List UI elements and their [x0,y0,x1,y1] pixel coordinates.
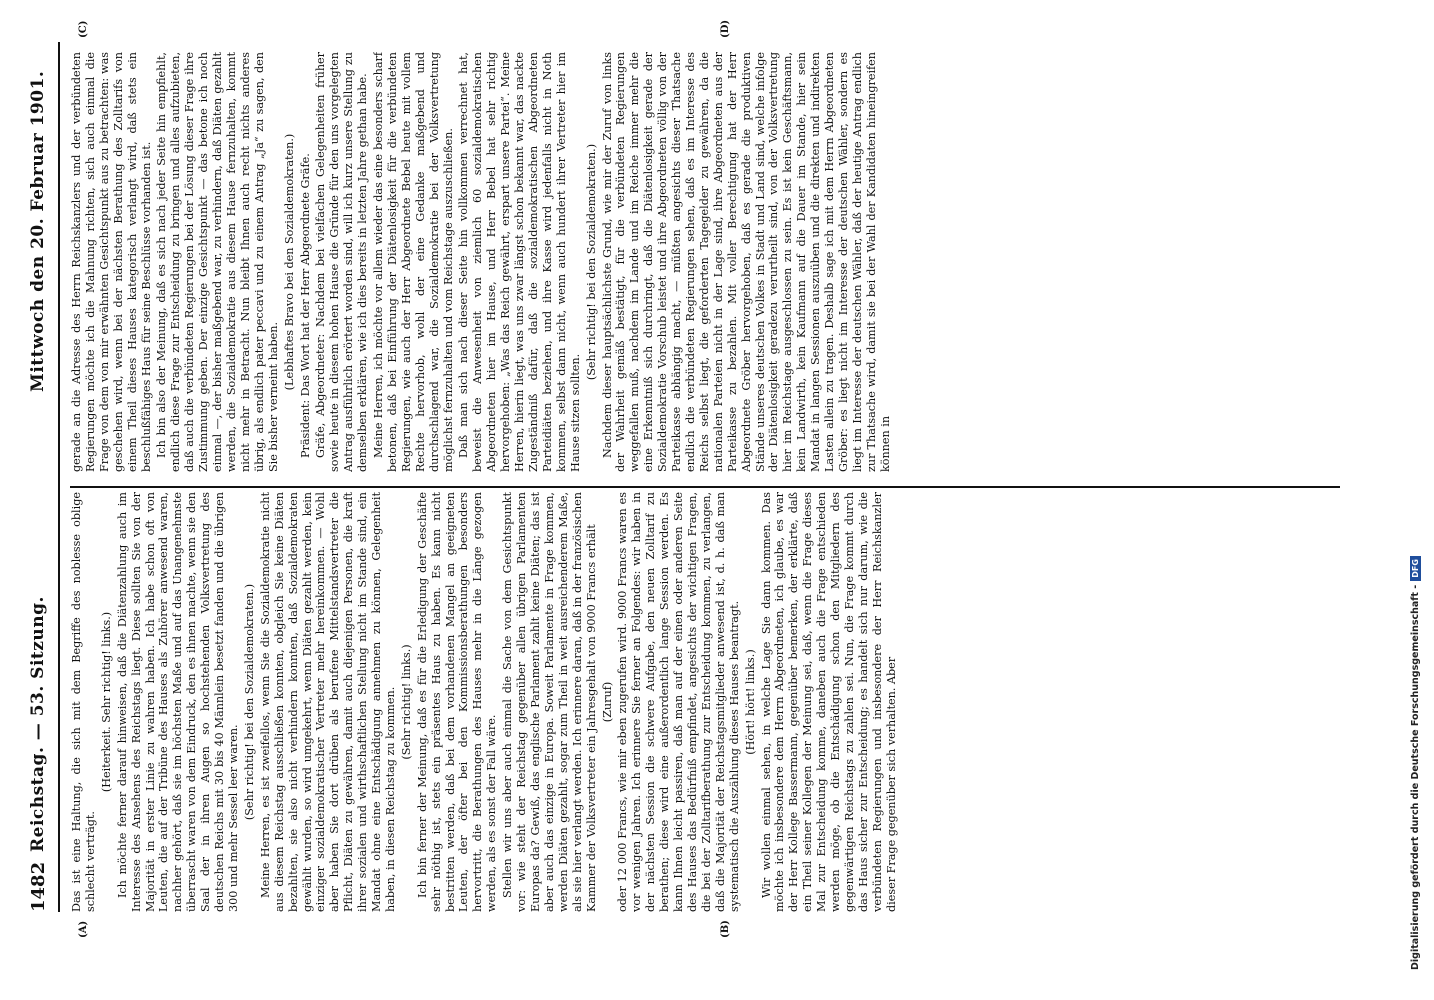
interjection: (Sehr richtig! bei den Sozialdemokraten.) [584,143,598,381]
paragraph: Stellen wir uns aber auch einmal die Sache von dem Gesichtspunkt vor: wie steht der Reichstag gegenüber allen übrigen Parlamenten Europas da? Gewiß, das englische Parlament zahlt keine Diäten; das ist aber auch das einzige in Europa. Soweit Parlamente in Frage kommen, werden Diäten gezahlt, sogar zum Theil in weit ausreichenderem Maße, als sie hier verlangt werden. Ich erinnere daran, daß in der französischen Kammer der Volksvertreter ein Jahresgehalt von 9000 Francs erhält [501,492,598,912]
speaker-paragraph: Präsident: Das Wort hat der Herr Abgeordnete Gräfe. [298,153,312,458]
header-rule [58,42,60,912]
running-title: Reichstag. — 53. Sitzung. [28,596,48,852]
margin-marker-c: (C) [78,20,89,38]
session-date: Mittwoch den 20. Februar 1901. [28,70,48,392]
interjection: (Heiterkeit. Sehr richtig! links.) [99,611,113,793]
paragraph: Ich möchte ferner darauf hinweisen, daß die Diätenzahlung auch im Interesse des Ansehens des Reichstags liegt. Diese sollten Sie von der Majorität in erster Linie zu wahren haben. Ich habe schon oft von Leuten, die auf der Tribüne des Hauses als Zuhörer anwesend waren, nachher gehört, daß sie im höchsten Maße und auf das Unangenehmste überrascht waren von dem Eindruck, den es ihnen machte, wenn sie den Saal der in ihren Augen so hochstehenden Volksvertretung des deutschen Reichs mit 30 bis 40 Männlein besetzt fanden und die übrigen 300 und mehr Sessel leer waren. [115,492,240,912]
paragraph: Meine Herren, ich möchte vor allem wieder das eine besonders scharf betonen, daß bei Einführung der Diätenlosigkeit für die verbündeten Regierungen, wie auch der Herr Abgeordnete Bebel heute mit vollem Rechte hervorhob, wohl der eine Gedanke maßgebend und durchschlagend war, die Sozialdemokratie bei der Volksvertretung möglichst fernzuhalten und vom Reichstage auszuschließen. [372,52,455,472]
paragraph: gerade an die Adresse des Herrn Reichskanzlers und der verbündeten Regierungen möchte ich die Mahnung richten, sich auch einmal die Frage von dem von mir erwähnten Gesichtspunkt aus zu betrachten: was geschehen wird, wenn bei der nächsten Berathung des Zolltarifs von einem Theil dieses Hauses kategorisch verlangt wird, daß stets ein beschlußfähiges Haus für seine Beschlüsse vorhanden ist. [70,52,153,472]
speaker-paragraph: Gräfe, Abgeordneter: Nachdem bei vielfachen Gelegenheiten früher sowie heute in diesem hohen Hause die Gründe für den uns vorgelegten Antrag ausführlich erörtert worden sind, will ich kurz unsere Stellung zu demselben erklären, wie ich dies bereits in letzten Jahre gethan habe. [314,52,370,472]
paragraph: Wir wollen einmal sehen, in welche Lage Sie dann kommen. Das möchte ich insbesondere dem Herrn Abgeordneten, ich glaube, es war der Herr Kollege Bassermann, gegenüber bemerken, der erklärte, daß ein Theil seiner Kollegen der Meinung sei, daß, wenn die Frage dieses Mal zur Entscheidung komme, daneben auch die Frage entschieden werden möge, ob die Entschädigung schon den Mitgliedern des gegenwärtigen Reichstags zu zahlen sei. Nun, die Frage kommt durch das Haus sicher zur Entscheidung; es handelt sich nur darum, wie die verbündeten Regierungen und insbesondere der Herr Reichskanzler dieser Frage gegenüber sich verhalten. Aber [759,492,898,912]
paragraph: Ich bin ferner der Meinung, daß es für die Erledigung der Geschäfte sehr nöthig ist, stets ein präsentes Haus zu haben. Es kann nicht bestritten werden, daß bei dem vorhandenen Mangel an geeigneten Leuten, der öfter bei den Kommissionsberathungen besonders hervortritt, die Berathungen des Hauses mehr in die Länge gezogen werden, als es sonst der Fall wäre. [415,492,499,912]
margin-marker-b: (B) [720,920,731,938]
text-column-right [70,52,1340,472]
credit-text: Digitalisierung gefördert durch die Deutsche Forschungsgemeinschaft - [1409,584,1421,970]
paragraph: oder 12 000 Francs, wie mir eben zugerufen wird. 9000 Francs waren es vor wenigen Jahren. Ich erinnere Sie ferner an Folgendes: wir haben in der nächsten Session die schwere Aufgabe, den neuen Zolltarif zu berathen; diese wird eine außerordentlich lange Session werden. Es kann Ihnen leicht passiren, daß man auf der einen oder anderen Seite des Hauses das Bedürfniß empfindet, angesichts der wichtigen Fragen, die bei der Zolltarifberathung zur Entscheidung kommen, zu verlangen, daß die Majorität der Reichstagsmitglieder anwesend ist, d. h. daß man systematisch die Auszählung dieses Hauses beantragt. [616,492,741,912]
digitization-credit [1404,10,1426,990]
interjection: (Hört! hört! links.) [743,649,757,755]
page-header [28,12,68,912]
paragraph: Meine Herren, es ist zweifellos, wenn Sie die Sozialdemokratie nicht aus diesem Reichstag ausschließen konnten, obgleich Sie keine Diäten bezahlten, sie also nicht verhindern konnten, daß Sozialdemokraten gewählt wurden, so wird umgekehrt, wenn Diäten gezahlt werden, kein einziger sozialdemokratischer Vertreter mehr hereinkommen. — Wohl aber haben Sie dort drüben als berufene Mittelstandsvertreter die Pflicht, Diäten zu gewähren, damit auch diejenigen Personen, die kraft ihrer sozialen und wirthschaftlichen Stellung nicht im Stande sind, ein Mandat ohne eine Entschädigung annehmen zu können, Gelegenheit haben, in diesen Reichstag zu kommen. [258,492,397,912]
interjection: (Sehr richtig! bei den Sozialdemokraten.) [242,583,256,821]
paragraph: Das ist eine Haltung, die sich mit dem Begriffe des noblesse oblige schlecht verträgt. [70,492,97,912]
column-divider [70,486,1340,488]
margin-marker-a: (A) [78,920,89,938]
dfg-logo: DFG [1410,556,1421,581]
paragraph: Ich bin also der Meinung, daß es sich nach jeder Seite hin empfiehlt, endlich diese Frage zur Entscheidung zu bringen und alles aufzubieten, daß auch die verbündeten Regierungen bei der Lösung dieser Frage ihre Zustimmung geben. Der einzige Gesichtspunkt — das betone ich noch einmal —, der bisher maßgebend war, zu verhindern, daß Diäten gezahlt werden, die Sozialdemokratie aus diesem Hause fernzuhalten, kommt nicht mehr in Betracht. Nun bleibt Ihnen auch recht nichts anderes übrig, als endlich pater peccavi und zu einem Antrag „Ja“ zu sagen, den Sie bisher verneint haben. [155,52,280,472]
margin-marker-d: (D) [720,19,731,38]
interjection: (Sehr richtig! links.) [399,644,413,760]
interjection: (Lebhaftes Bravo bei den Sozialdemokraten.) [282,133,296,391]
text-column-left [70,492,1340,912]
paragraph: Nachdem dieser hauptsächlichste Grund, wie mir der Zuruf von links der Wahrheit gemäß bestätigt, für die verbündeten Regierungen weggefallen muß, nachdem im Lande und im Reiche immer mehr die eine Erkenntniß sich durchringt, daß die Diätenlosigkeit gerade der Sozialdemokratie Vorschub leistet und ihre Abgeordneten völlig von der Parteikasse abhängig macht, — müßten angesichts dieser Thatsache endlich die verbündeten Regierungen sehen, daß es im Interesse des Reichs selbst liegt, die geforderten Tagegelder zu gewähren, da die nationalen Parteien nicht in der Lage sind, ihre Abgeordneten aus der Parteikasse zu bezahlen. Mit voller Berechtigung hat der Herr Abgeordnete Gröber hervorgehoben, daß es gerade die produktiven Stände unseres deutschen Volkes in Stadt und Land sind, welche infolge der Diätenlosigkeit geradezu verurtheilt sind, von der Volksvertretung hier im Reichstage ausgeschlossen zu sein. Es ist kein Geschäftsmann, kein Landwirth, kein Kaufmann auf die Dauer im Stande, hier sein Mandat in langen Sessionen auszuüben und die direkten und indirekten Lasten allein zu tragen. Deshalb sage ich mit dem Herrn Abgeordneten Gröber: es liegt nicht im Interesse der deutschen Wähler, sondern es liegt im Interesse der deutschen Wähler, daß der heutige Antrag endlich zur Thatsache wird, damit sie bei der Wahl der Kandidaten hineingreifen können in [600,52,892,472]
page-number: 1482 [28,861,49,912]
paragraph: Daß man sich nach dieser Seite hin vollkommen verrechnet hat, beweist die Anwesenheit von ziemlich 60 sozialdemokratischen Abgeordneten hier im Hause, und Herr Bebel hat sehr richtig hervorgehoben: „Was das Reich gewährt, erspart unsere Partei“. Meine Herren, hierin liegt, was uns zwar längst schon bekannt war, das nackte Zugeständniß dafür, daß die sozialdemokratischen Abgeordneten Parteidiäten beziehen, und ihre Kasse wird jedenfalls nicht in Noth kommen, selbst dann nicht, wenn auch hundert ihrer Vertreter hier im Hause sitzen sollten. [457,52,582,472]
interjection: (Zuruf) [600,681,614,723]
